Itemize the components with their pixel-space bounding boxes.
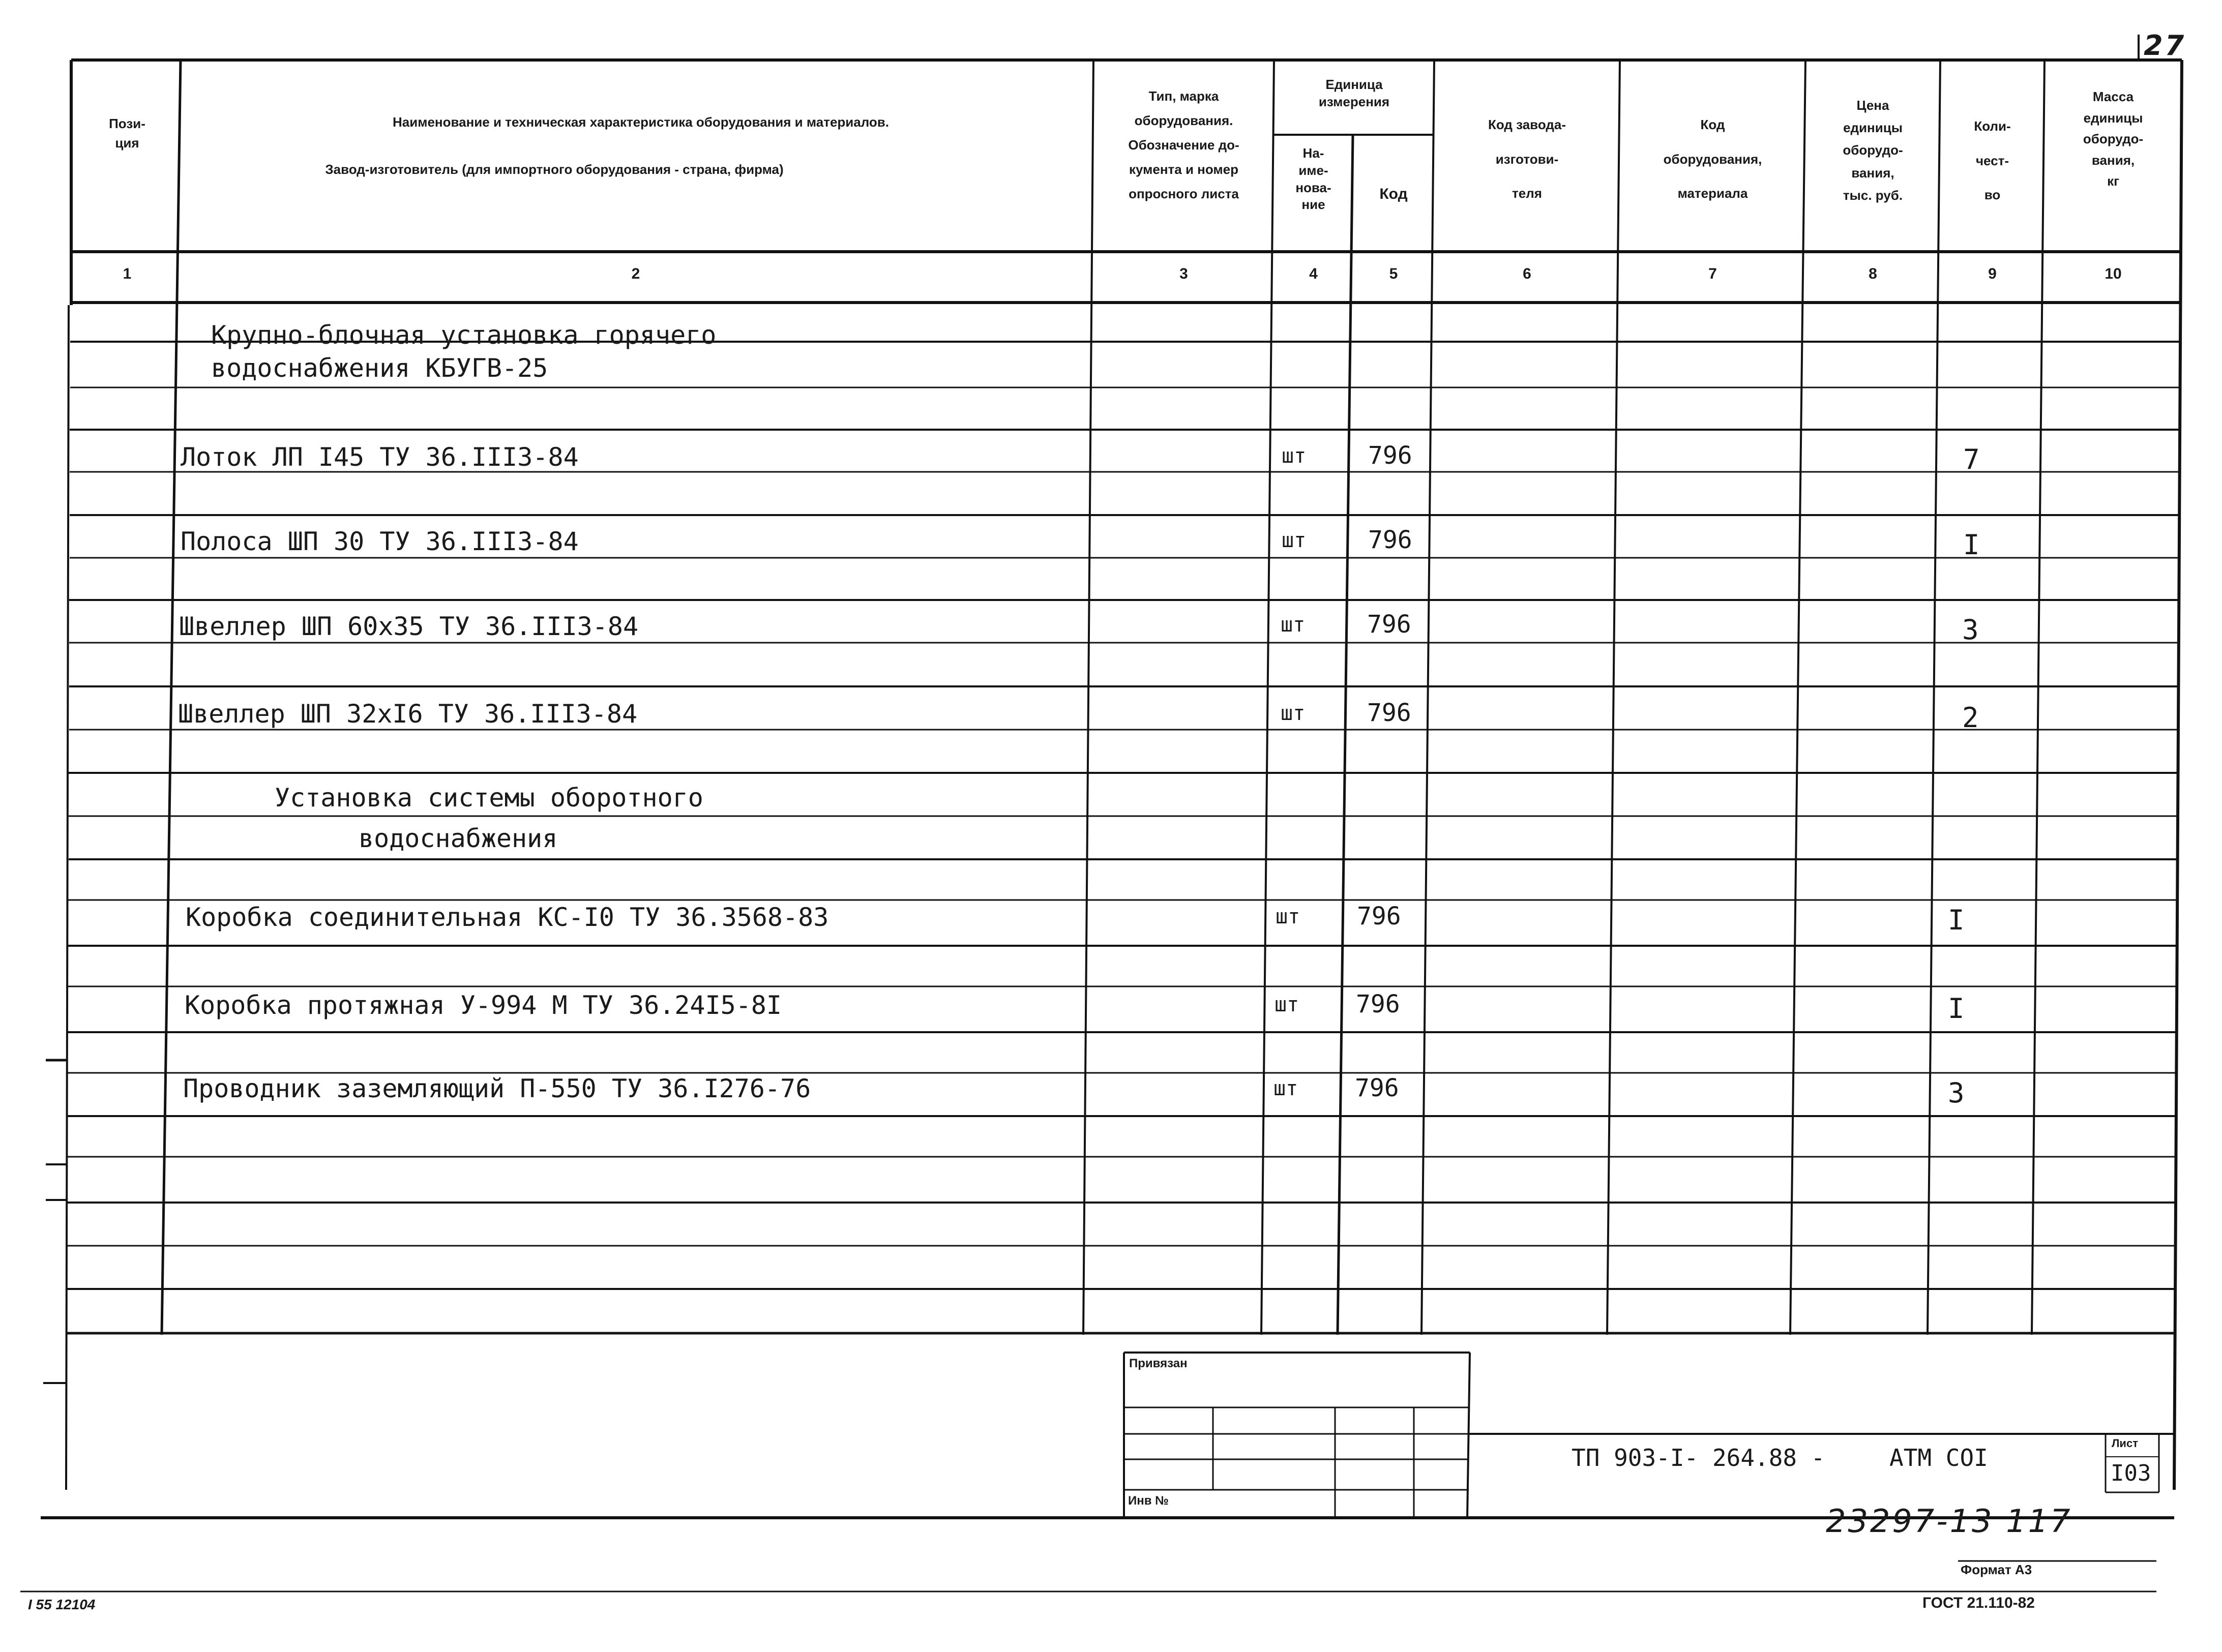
item-name: Лоток ЛП I45 ТУ 36.III3-84 <box>181 442 579 472</box>
item-quantity: 3 <box>1962 614 1979 646</box>
format-label: Формат А3 <box>1961 1562 2032 1577</box>
item-unit-code: 796 <box>1368 441 1412 470</box>
col-number-8: 8 <box>1869 265 1877 282</box>
item-unit-code: 796 <box>1357 902 1401 930</box>
item-quantity: 3 <box>1948 1077 1965 1109</box>
col-number-7: 7 <box>1708 265 1717 282</box>
header-col-9: Коли- чест- во <box>1974 118 2011 203</box>
stamp-inv-number-label: Инв № <box>1128 1494 1169 1508</box>
item-name: Коробка соединительная КС-I0 ТУ 36.3568-83 <box>186 903 829 932</box>
item-unit: шт <box>1281 702 1306 725</box>
item-name: Полоса ШП 30 ТУ 36.III3-84 <box>181 527 579 556</box>
item-quantity: I <box>1963 529 1980 561</box>
header-col-10: Масса единицы оборудо- вания, кг <box>2083 89 2144 189</box>
item-name: Швеллер ШП 60х35 ТУ 36.III3-84 <box>179 612 639 641</box>
item-unit-code: 796 <box>1368 526 1412 554</box>
item-unit: шт <box>1276 905 1300 928</box>
item-unit-code: 796 <box>1355 1074 1399 1102</box>
col-number-6: 6 <box>1523 265 1531 282</box>
item-unit-code: 796 <box>1367 610 1411 639</box>
section-heading-1-line1: Крупно-блочная установка горячего <box>211 320 717 350</box>
item-quantity: 7 <box>1963 443 1980 475</box>
section-heading-1-line2: водоснабжения КБУГВ-25 <box>211 353 548 383</box>
gost-label: ГОСТ 21.110-82 <box>1922 1595 2035 1611</box>
item-unit: шт <box>1282 444 1307 468</box>
item-name: Проводник заземляющий П-550 ТУ 36.I276-76 <box>183 1074 811 1103</box>
print-code: I 55 12104 <box>28 1597 96 1612</box>
item-unit: шт <box>1281 613 1306 637</box>
item-quantity: I <box>1948 993 1965 1025</box>
col-number-10: 10 <box>2105 265 2122 282</box>
item-unit-code: 796 <box>1367 699 1411 727</box>
section-heading-2-line2: водоснабжения <box>359 824 558 853</box>
header-col-1: Пози- ция <box>109 116 145 151</box>
stamp-privyazan-label: Привязан <box>1129 1357 1188 1370</box>
col-number-4: 4 <box>1309 265 1318 282</box>
sheet-number: I03 <box>2111 1460 2151 1486</box>
item-unit: шт <box>1273 1077 1298 1100</box>
document-set-code: АТМ СОI <box>1889 1444 1988 1471</box>
item-unit: шт <box>1275 993 1299 1016</box>
section-heading-2-line1: Установка системы оборотного <box>275 783 703 813</box>
col-number-9: 9 <box>1988 265 1997 282</box>
item-name: Швеллер ШП 32хI6 ТУ 36.III3-84 <box>178 699 638 729</box>
header-unit-group: Единица измерения <box>1318 77 1390 109</box>
item-unit: шт <box>1282 529 1307 552</box>
document-code: ТП 903-I- 264.88 - <box>1572 1444 1825 1471</box>
header-col-6: Код завода- изготови- теля <box>1488 117 1566 201</box>
header-col-5: Код <box>1379 186 1408 202</box>
header-col-2-line1: Наименование и техническая характеристика оборудования и материалов. <box>392 114 889 130</box>
header-col-7: Код оборудования, материала <box>1663 117 1762 201</box>
col-number-3: 3 <box>1179 265 1188 282</box>
item-name: Коробка протяжная У-994 М ТУ 36.24I5-8I <box>185 990 782 1020</box>
col-number-1: 1 <box>123 265 132 282</box>
item-unit-code: 796 <box>1356 990 1400 1018</box>
sheet-label: Лист <box>2112 1437 2138 1450</box>
item-quantity: 2 <box>1962 702 1979 734</box>
handwritten-archive-number: 23297-13 117 <box>1826 1503 2072 1540</box>
header-col-4: На- име- нова- ние <box>1295 145 1331 213</box>
corner-page-number: 27 <box>2144 29 2186 62</box>
header-col-3: Тип, марка оборудования. Обозначение до- кумента и номер опросного листа <box>1128 88 1239 202</box>
col-number-2: 2 <box>631 265 640 282</box>
header-col-2-line2: Завод-изготовитель (для импортного оборудования - страна, фирма) <box>325 162 784 177</box>
header-col-8: Цена единицы оборудо- вания, тыс. руб. <box>1843 98 1903 203</box>
item-quantity: I <box>1948 904 1965 936</box>
col-number-5: 5 <box>1389 265 1398 282</box>
